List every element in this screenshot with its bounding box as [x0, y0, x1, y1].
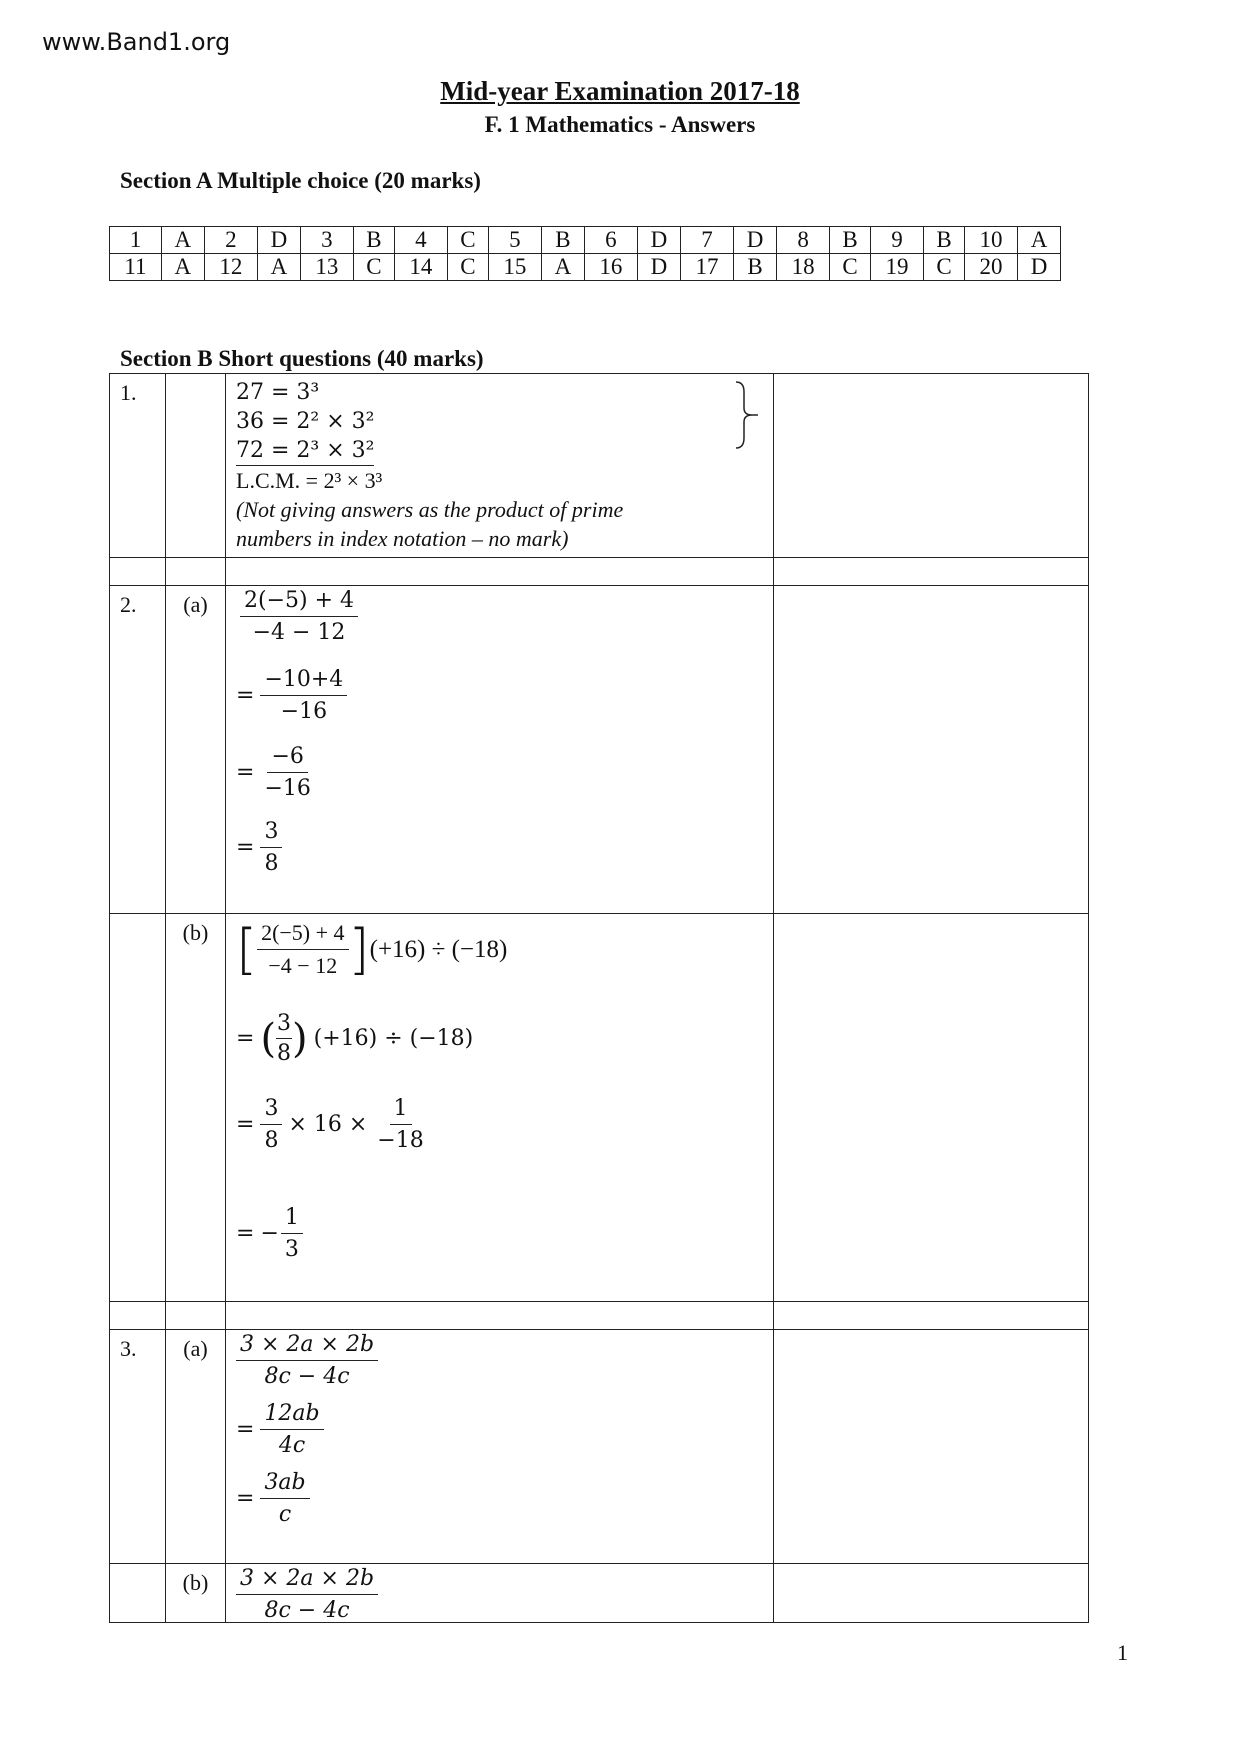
- fraction: $\frac{-6}{-16}$: [264, 744, 311, 801]
- table-row: [110, 254, 1061, 281]
- answer-letter: B: [542, 227, 585, 254]
- q1-note: numbers in index notation – no mark): [236, 526, 569, 551]
- minus-sign: −: [260, 1221, 279, 1246]
- answer-letter: D: [258, 227, 301, 254]
- site-url: www.Band1.org: [42, 28, 231, 56]
- expression-tail: (+16) ÷ (−18): [313, 1026, 474, 1051]
- question-number: 7: [680, 227, 733, 254]
- part-label: (a): [166, 1330, 226, 1564]
- fraction: $\frac{3}{8}$: [260, 819, 282, 876]
- q1-line: 27 = 3³: [236, 380, 320, 405]
- answer-letter: A: [1018, 227, 1061, 254]
- answer-letter: C: [448, 254, 489, 281]
- fraction: $\frac{3ab}{c}$: [260, 1470, 309, 1527]
- question-number: 19: [870, 254, 923, 281]
- answer-letter: A: [161, 254, 204, 281]
- table-row: [110, 586, 1089, 914]
- answer-letter: B: [354, 227, 395, 254]
- answer-letter: C: [830, 254, 871, 281]
- short-questions-answer-table: [109, 373, 1089, 1623]
- question-number: 5: [488, 227, 541, 254]
- q1-line: [236, 436, 763, 466]
- fraction: $\frac{12ab}{4c}$: [260, 1401, 323, 1458]
- marks-cell: [774, 1330, 1089, 1564]
- answer-letter: B: [830, 227, 871, 254]
- part-label: (a): [166, 586, 226, 914]
- question-number: 2: [204, 227, 257, 254]
- question-number: 8: [776, 227, 829, 254]
- part-label: (b): [166, 914, 226, 1302]
- question-number: 13: [300, 254, 353, 281]
- section-b-heading: Section B Short questions (40 marks): [120, 346, 484, 371]
- marks-cell: [774, 1564, 1089, 1623]
- marks-cell: [774, 914, 1089, 1302]
- part-cell: [166, 374, 226, 558]
- question-number: 2.: [110, 586, 166, 914]
- question-number: 6: [584, 227, 637, 254]
- table-row: [110, 914, 1089, 1302]
- table-row: [110, 558, 1089, 586]
- fraction: $\frac{3 \times 2a \times 2b}{8c - 4c}$: [236, 1332, 378, 1389]
- right-bracket: ]: [348, 918, 370, 981]
- question-number: 4: [394, 227, 447, 254]
- question-number: 16: [584, 254, 637, 281]
- answer-letter: A: [542, 254, 585, 281]
- page-title: Mid-year Examination 2017-18: [440, 76, 800, 106]
- answer-letter: A: [258, 254, 301, 281]
- answer-letter: A: [161, 227, 204, 254]
- question-number: 9: [870, 227, 923, 254]
- q2a-working: $\frac{2(-5) + 4}{-4 - 12}$ = $\frac{-10+4}{-16}$ = $\frac{-6}{-16}$ = $\frac{3}{8}$: [226, 586, 774, 914]
- fraction: $\frac{2(-5) + 4}{-4 - 12}$: [240, 588, 358, 645]
- expression-tail: (+16) ÷ (−18): [369, 935, 508, 963]
- answer-letter: C: [448, 227, 489, 254]
- marks-cell: [774, 374, 1089, 558]
- table-row: [110, 227, 1061, 254]
- question-number: 1: [110, 227, 162, 254]
- q3b-working: [226, 1564, 774, 1623]
- question-number: 17: [680, 254, 733, 281]
- question-number: 12: [204, 254, 257, 281]
- page-subtitle: F. 1 Mathematics - Answers: [484, 112, 756, 137]
- q3a-working: $\frac{3 \times 2a \times 2b}{8c - 4c}$ = $\frac{12ab}{4c}$ = $\frac{3ab}{c}$: [226, 1330, 774, 1564]
- answer-letter: D: [638, 227, 681, 254]
- section-a-heading: Section A Multiple choice (20 marks): [120, 168, 481, 193]
- question-number: 1.: [110, 374, 166, 558]
- table-row: [110, 1564, 1089, 1623]
- answer-letter: B: [734, 254, 777, 281]
- q1-note: (Not giving answers as the product of prime: [236, 497, 624, 522]
- fraction: $\frac{3}{8}$: [277, 1011, 292, 1066]
- question-number: 18: [776, 254, 829, 281]
- marks-cell: [774, 586, 1089, 914]
- question-number: 15: [488, 254, 541, 281]
- answer-letter: D: [1018, 254, 1061, 281]
- table-row: [110, 1302, 1089, 1330]
- part-label: (b): [166, 1564, 226, 1623]
- left-bracket: [: [236, 918, 258, 981]
- question-number: 14: [394, 254, 447, 281]
- page-number: 1: [1117, 1640, 1128, 1665]
- question-number: 3.: [110, 1330, 166, 1564]
- q1-lcm: L.C.M. = 2³ × 3³: [236, 468, 383, 493]
- answer-letter: D: [734, 227, 777, 254]
- question-number: 3: [300, 227, 353, 254]
- q2b-working: [ $\frac{2(-5) + 4}{-4 - 12}$ ] (+16) ÷ (−18) = ( $\frac{3}{8}$ ) (+16) ÷ (−18) = $\frac{3}{8}$ × 16 × $\frac{1}{-18}$ = − $\frac{1}{3}$: [226, 914, 774, 1302]
- q1-working: [226, 374, 774, 558]
- fraction: $\frac{2(-5) + 4}{-4 - 12}$: [257, 920, 348, 979]
- q1-line-underlined: 72 = 2³ × 3²: [236, 436, 374, 466]
- q1-line: 36 = 2² × 3²: [236, 409, 375, 434]
- fraction: $\frac{3}{8}$: [260, 1096, 282, 1153]
- fraction: $\frac{-10+4}{-16}$: [260, 667, 347, 724]
- fraction: $\frac{1}{3}$: [281, 1205, 303, 1262]
- question-number: 11: [110, 254, 162, 281]
- answer-letter: D: [638, 254, 681, 281]
- fraction: $\frac{3 \times 2a \times 2b}{8c - 4c}$: [236, 1566, 378, 1618]
- table-row: [110, 1330, 1089, 1564]
- answer-letter: C: [354, 254, 395, 281]
- multiple-choice-answer-table: [109, 226, 1061, 281]
- answer-letter: B: [924, 227, 965, 254]
- question-number: 10: [964, 227, 1017, 254]
- right-brace-icon: [734, 380, 758, 450]
- answer-letter: C: [924, 254, 965, 281]
- table-row: [110, 374, 1089, 558]
- fraction: $\frac{1}{-18}$: [377, 1096, 424, 1153]
- expression-mid: × 16 ×: [288, 1112, 368, 1137]
- question-number: 20: [964, 254, 1017, 281]
